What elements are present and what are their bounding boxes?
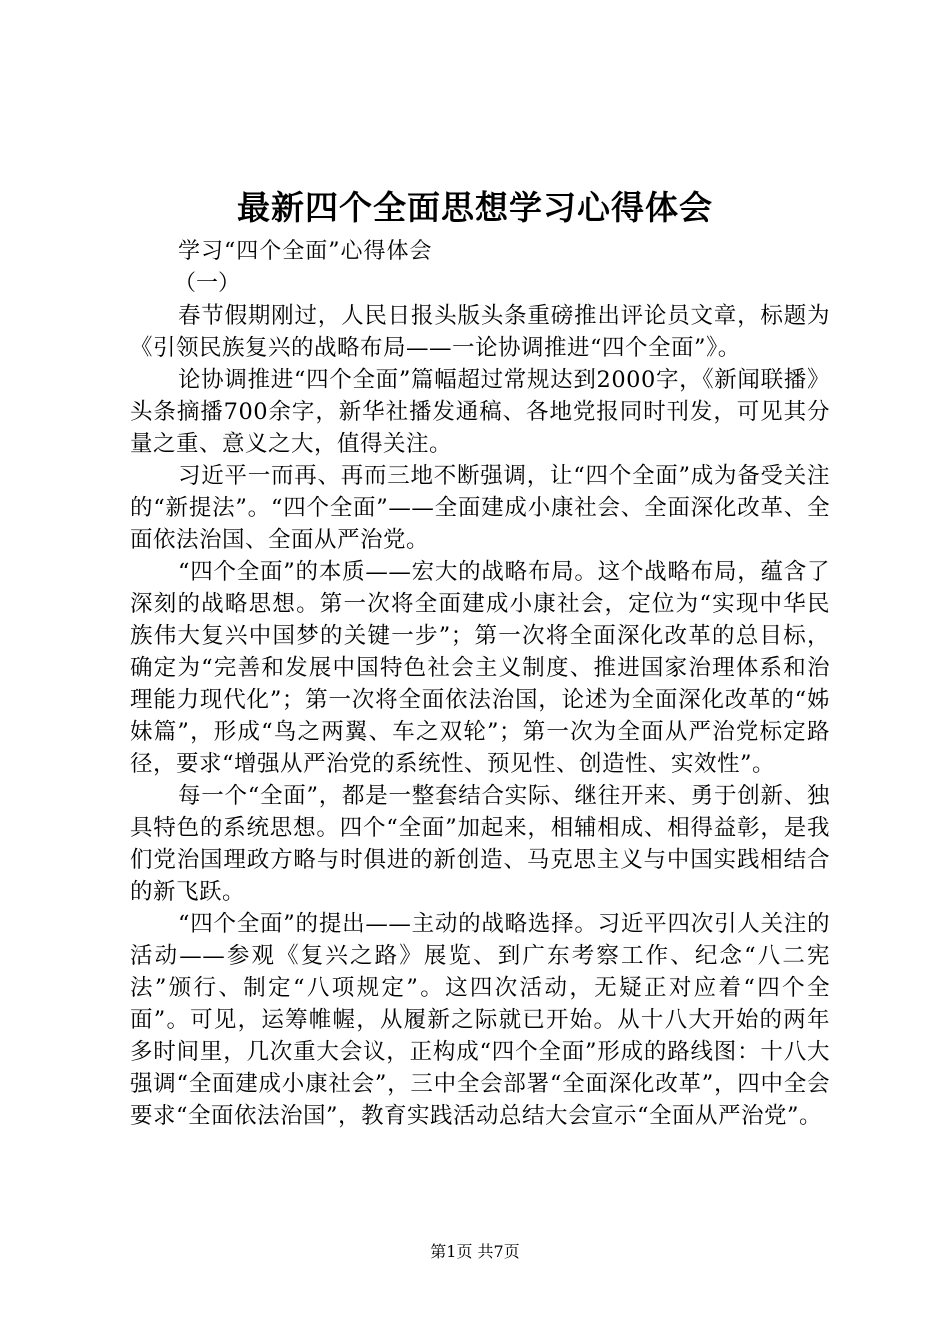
paragraph-3: 习近平一而再、再而三地不断强调，让“四个全面”成为备受关注的“新提法”。“四个全面”——全面建成小康社会、全面深化改革、全面依法治国、全面从严治党。 (130, 463, 830, 553)
paragraph-6: “四个全面”的提出——主动的战略选择。习近平四次引人关注的活动——参观《复兴之路》展览、到广东考察工作、纪念“八二宪法”颁行、制定“八项规定”。这四次活动，无疑正对应着“四个全面”。可见，运筹帷幄，从履新之际就已开始。从十八大开始的两年多时间里，几次重大会议，正构成“四个全面”形成的路线图：十八大强调“全面建成小康社会”，三中全会部署“全面深化改革”，四中全会要求“全面依法治国”，教育实践活动总结大会宣示“全面从严治党”。 (130, 911, 830, 1129)
section-marker: （一） (174, 271, 241, 296)
paragraph-2: 论协调推进“四个全面”篇幅超过常规达到2000字，《新闻联播》头条摘播700余字，新华社播发通稿、各地党报同时刊发，可见其分量之重、意义之大，值得关注。 (130, 367, 830, 457)
paragraph-4: “四个全面”的本质——宏大的战略布局。这个战略布局，蕴含了深刻的战略思想。第一次将全面建成小康社会，定位为“实现中华民族伟大复兴中国梦的关键一步”；第一次将全面深化改革的总目标，确定为“完善和发展中国特色社会主义制度、推进国家治理体系和治理能力现代化”；第一次将全面依法治国，论述为全面深化改革的“姊妹篇”，形成“鸟之两翼、车之双轮”；第一次为全面从严治党标定路径，要求“增强从严治党的系统性、预见性、创造性、实效性”。 (130, 559, 830, 777)
document-title: 最新四个全面思想学习心得体会 (237, 188, 713, 227)
paragraph-5: 每一个“全面”，都是一整套结合实际、继往开来、勇于创新、独具特色的系统思想。四个“全面”加起来，相辅相成、相得益彰，是我们党治国理政方略与时俱进的新创造、马克思主义与中国实践相结合的新飞跃。 (130, 783, 830, 905)
document-subtitle: 学习“四个全面”心得体会 (178, 239, 433, 264)
document-body (130, 236, 830, 1132)
page-footer: 第1页 共7页 (430, 1242, 520, 1261)
paragraph-1: 春节假期刚过，人民日报头版头条重磅推出评论员文章，标题为《引领民族复兴的战略布局——一论协调推进“四个全面”》。 (130, 303, 830, 361)
